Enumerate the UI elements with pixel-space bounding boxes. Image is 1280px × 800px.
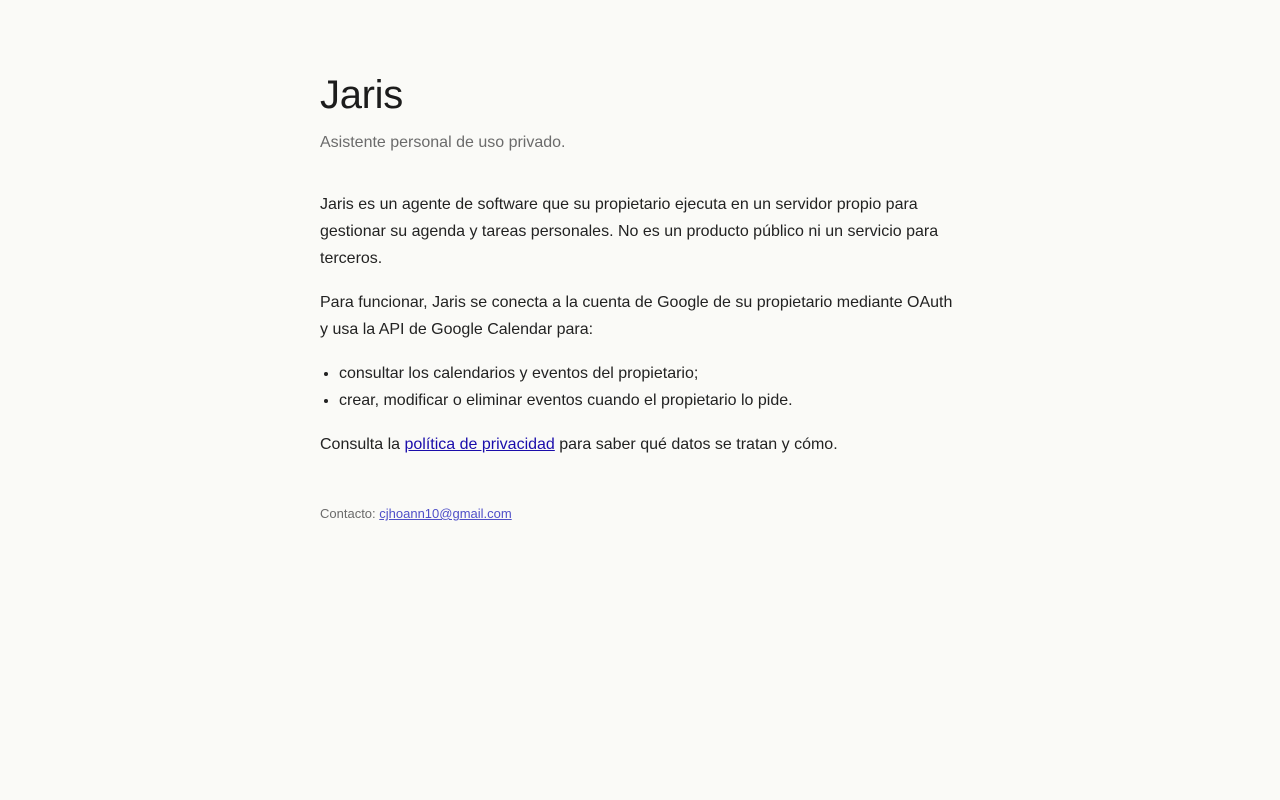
main-content bbox=[320, 191, 960, 458]
privacy-text-after: para saber qué datos se tratan y cómo. bbox=[554, 436, 838, 453]
contact-label: Contacto: bbox=[320, 506, 380, 521]
oauth-paragraph: Para funcionar, Jaris se conecta a la cuenta de Google de su propietario mediante OAuth y usa la API de Google Calendar para: bbox=[320, 294, 953, 338]
intro-paragraph: Jaris es un agente de software que su propietario ejecuta en un servidor propio para gestionar su agenda y tareas personales. No es un producto público ni un servicio para terceros. bbox=[320, 196, 939, 267]
privacy-paragraph bbox=[320, 431, 960, 458]
list-item: • consultar los calendarios y eventos del propietario; bbox=[339, 360, 960, 387]
footer bbox=[320, 505, 960, 523]
privacy-policy-link[interactable]: política de privacidad bbox=[404, 436, 555, 453]
permissions-list bbox=[320, 360, 960, 414]
page-title: Jaris bbox=[320, 73, 403, 117]
contact-email-link[interactable]: cjhoann10@gmail.com bbox=[379, 506, 512, 521]
page-subtitle: Asistente personal de uso privado. bbox=[320, 134, 566, 151]
list-item: • crear, modificar o eliminar eventos cuando el propietario lo pide. bbox=[339, 387, 960, 414]
privacy-text-before: Consulta la bbox=[320, 436, 405, 453]
page bbox=[320, 0, 960, 523]
